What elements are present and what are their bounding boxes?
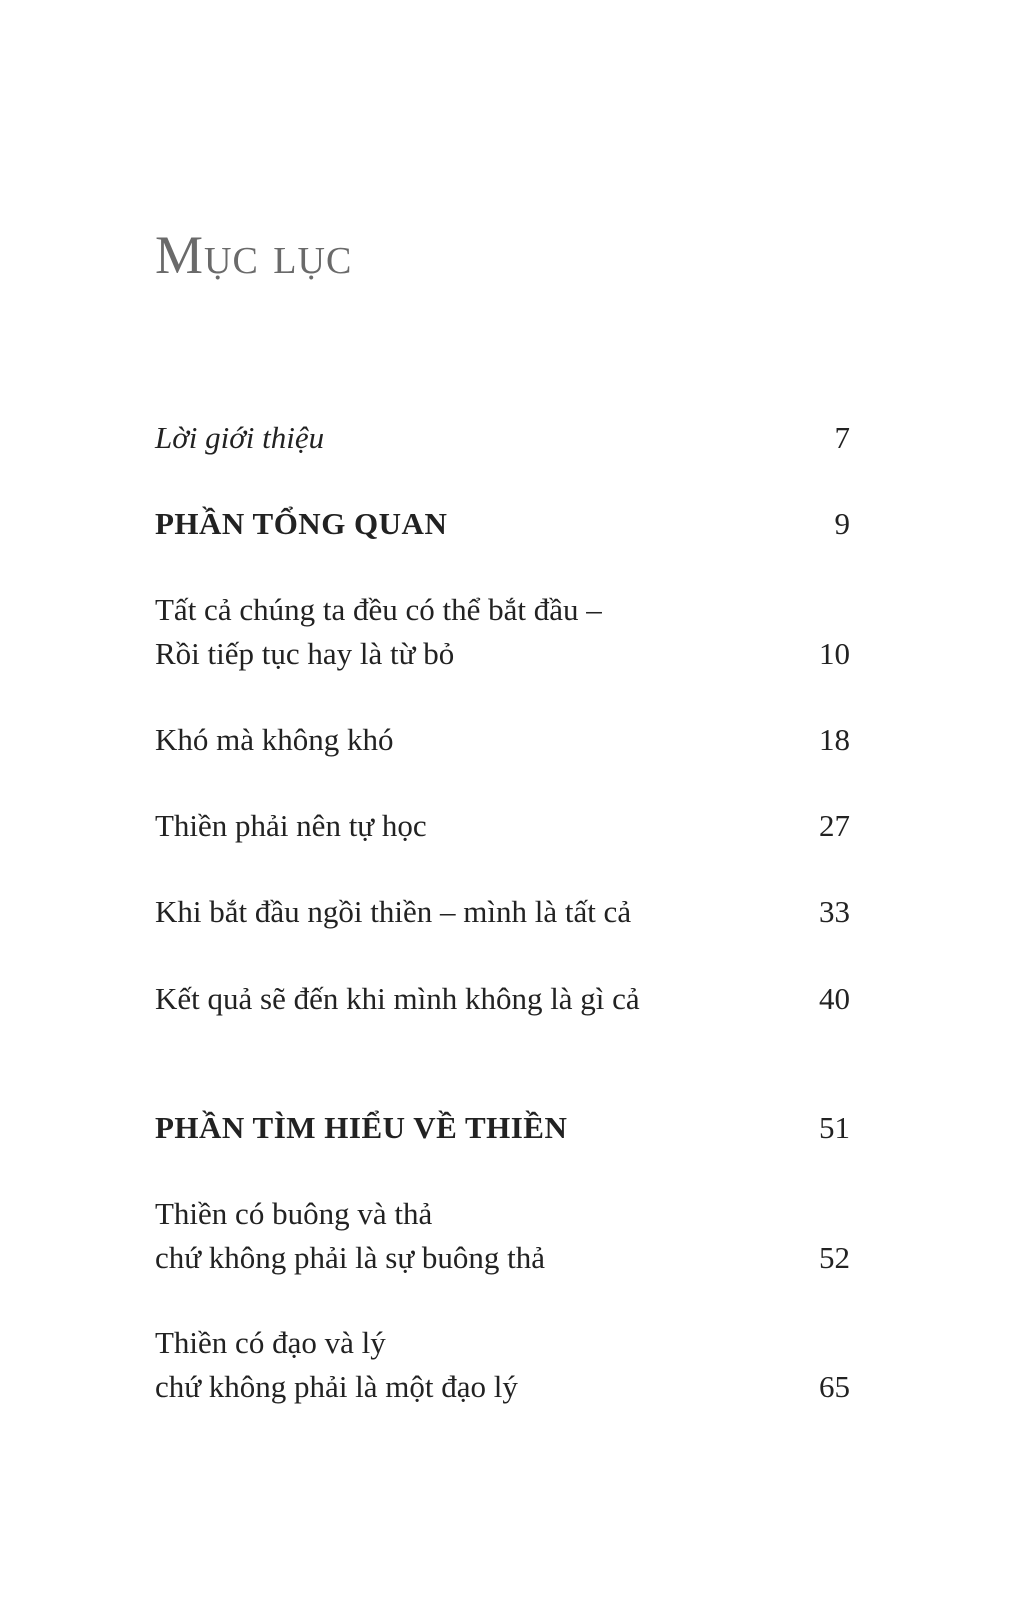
toc-entry-chapter-6	[155, 1192, 850, 1280]
toc-page-number: 7	[834, 420, 850, 455]
toc-entry-chapter-5	[155, 977, 850, 1021]
toc-page-number: 10	[819, 636, 850, 671]
toc-entry-introduction	[155, 416, 850, 460]
toc-page-number: 52	[819, 1240, 850, 1275]
page-title: Mục lục	[155, 225, 353, 285]
toc-page-number: 40	[819, 981, 850, 1016]
toc-entry-title: Thiền phải nên tự học	[155, 808, 427, 843]
toc-entry-chapter-2	[155, 718, 850, 762]
toc-entry-chapter-3	[155, 804, 850, 848]
toc-section-overview	[155, 502, 850, 546]
toc-page-number: 18	[819, 722, 850, 757]
toc-page-number: 33	[819, 894, 850, 929]
toc-page-number: 27	[819, 808, 850, 843]
toc-entry-title-line-1: Tất cả chúng ta đều có thể bắt đầu –	[155, 592, 602, 627]
toc-entry-title: Khi bắt đầu ngồi thiền – mình là tất cả	[155, 894, 632, 929]
toc-section-title: PHẦN TỔNG QUAN	[155, 506, 448, 541]
toc-entry-chapter-4	[155, 890, 850, 934]
toc-section-understanding-zen	[155, 1106, 850, 1150]
toc-entry-chapter-7	[155, 1321, 850, 1409]
toc-entry-chapter-1	[155, 588, 850, 676]
toc-page-number: 9	[834, 506, 850, 541]
toc-entry-title-line-2: Rồi tiếp tục hay là từ bỏ	[155, 636, 455, 671]
toc-entry-title: Lời giới thiệu	[155, 420, 325, 455]
toc-page-number: 65	[819, 1369, 850, 1404]
toc-entry-title-line-2: chứ không phải là sự buông thả	[155, 1240, 546, 1275]
toc-entry-title-line-1: Thiền có buông và thả	[155, 1196, 433, 1231]
toc-section-title: PHẦN TÌM HIỂU VỀ THIỀN	[155, 1110, 568, 1145]
toc-entry-title: Khó mà không khó	[155, 722, 394, 757]
toc-entry-title-line-1: Thiền có đạo và lý	[155, 1325, 386, 1360]
toc-entry-title-line-2: chứ không phải là một đạo lý	[155, 1369, 518, 1404]
toc-page-number: 51	[819, 1110, 850, 1145]
toc-entry-title: Kết quả sẽ đến khi mình không là gì cả	[155, 981, 640, 1016]
